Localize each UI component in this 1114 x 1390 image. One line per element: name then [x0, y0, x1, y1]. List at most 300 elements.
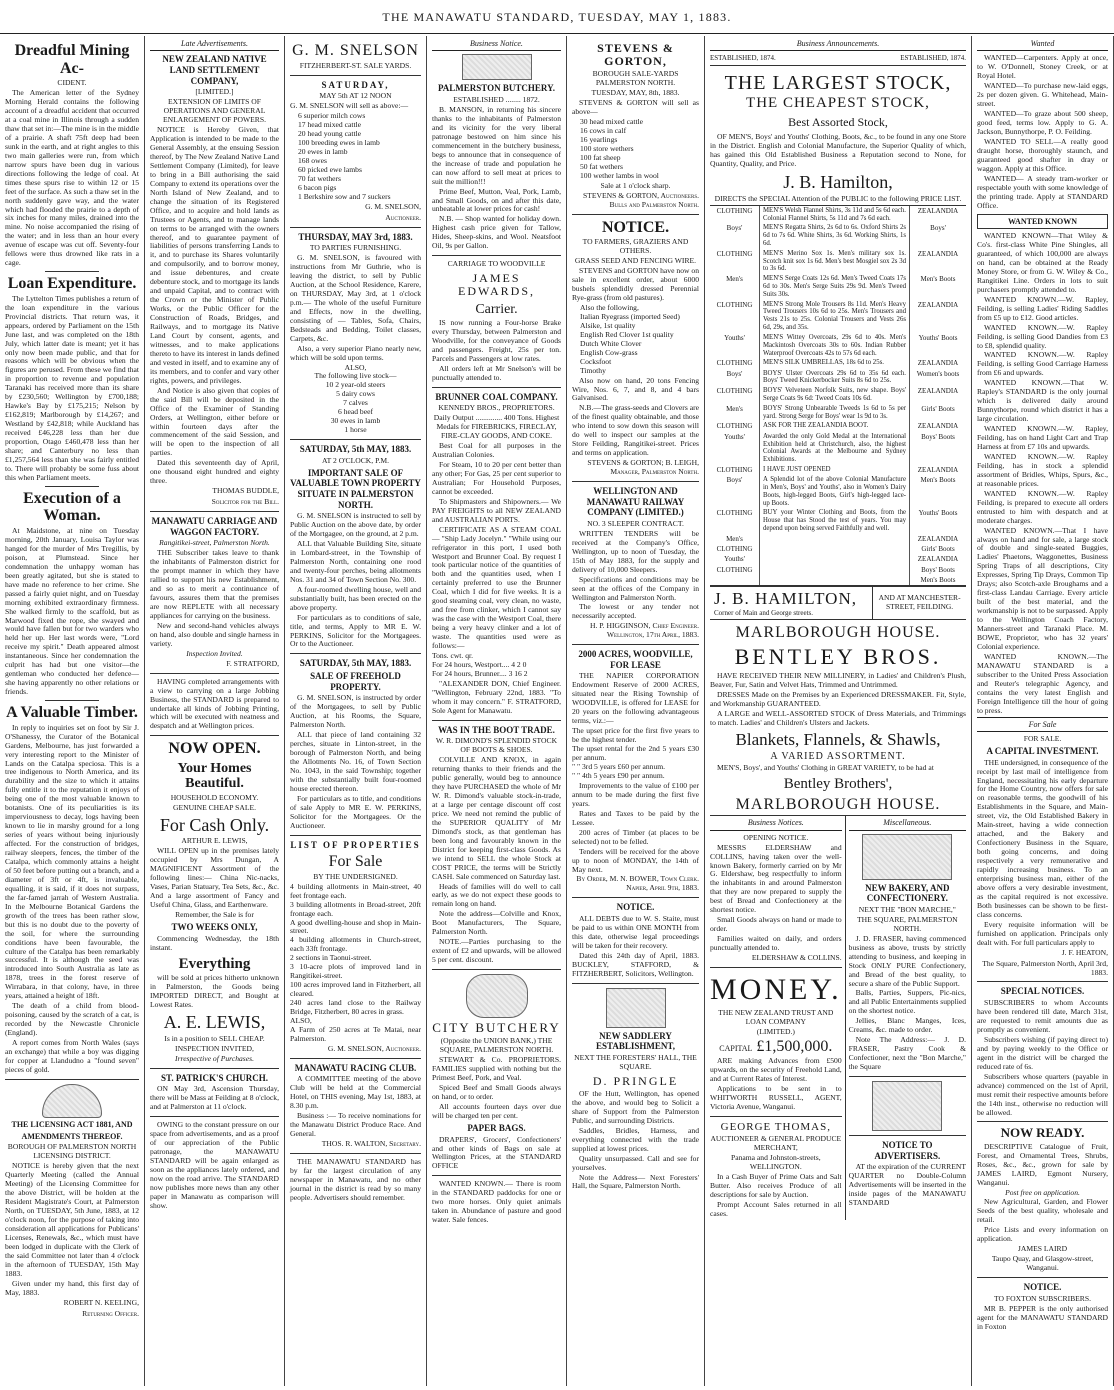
lewis-sell-cheap: Is in a position to SELL CHEAP. [164, 1033, 265, 1043]
clothing-row-item: BOYS' Velveteen Norfolk Suits, new shape. Boys' Serge Coats 9s 6d: Tweed Coats 10s 6d. [760, 386, 910, 404]
brunner-heading: BRUNNER COAL COMPANY. [435, 391, 558, 402]
divider [290, 835, 421, 836]
nz-trust-applications: Applications to be sent in to WHITWORTH RUSSELL, AGENT, Victoria Avenue, Wanganui. [710, 1083, 842, 1111]
cheap-sale: GENUINE CHEAP SALE. [172, 802, 257, 812]
marlborough-heading: MARLBOROUGH HOUSE. [735, 624, 941, 642]
stevens-gorton-heading: STEVENS & GORTON, [597, 41, 674, 69]
signature-walton: THOS. R. WALTON, Secretary. [321, 1139, 421, 1149]
hamilton-directs: DIRECTS the SPECIAL Attention of the PUBLIC to the following PRICE LIST. [714, 193, 962, 203]
thomas-illustration [872, 1081, 942, 1131]
grass-seed-heading: GRASS SEED AND FENCING WIRE. [574, 256, 697, 266]
wanted-known-bridles: WANTED KNOWN.—W. Rapley Feilding, has in stock a splendid assortment of Bridles, Whips, Spurs, &c., at reasonable prices. [977, 451, 1108, 488]
clothing-row-item: I HAVE JUST OPENED [760, 465, 910, 475]
lower-left [710, 816, 845, 1219]
opening-notice: OPENING NOTICE. [743, 832, 809, 842]
clothing-row-left: Youths' [710, 432, 760, 465]
established-left: ESTABLISHED, 1874. [710, 54, 776, 63]
article-gold: A report comes from North Wales (says an exchange) that while a boy was digging for copper at Llandudno a "found seven" pieces of gold. [5, 1038, 139, 1074]
licensing-notice: NOTICE is hereby given that the next Quarterly Meeting (called the Annual Meeting) of the Licensing Committee for the above District, will be holden at the Resident Magistrate's Court, at Palmerston North, on TUESDAY, 5th June, 1883, at 12 o'clock noon, for the purpose of taking into consideration all applications for Publicans' Licenses, Renewals, &c., which must have been lodged in duplicate with the Clerk of the said Committee not later than 4 o'clock in the afternoon of TUESDAY, 15th May 1883. [5, 1161, 139, 1278]
notice-debts-heading: NOTICE. [616, 902, 655, 913]
clothing-row-left: CLOTHING [710, 300, 760, 333]
divider [977, 1121, 1108, 1122]
hamilton-heading: J. B. Hamilton, [783, 171, 893, 192]
saturday-5th-heading: SATURDAY, 5th MAY, 1883. [299, 444, 412, 455]
lewis-inspection: INSPECTION INVITED, [175, 1043, 254, 1053]
divider [977, 1277, 1108, 1278]
cash-only-heading: For Cash Only. [159, 814, 270, 835]
wanted-known-journal: WANTED KNOWN.—That W. Rapley's STANDARD is the only journal which is delivered daily around Bunnythorpe, round which district it has a large circulation. [977, 378, 1108, 424]
divider [150, 735, 279, 736]
clothing-row-item: A Splendid lot of the above Colonial Manufacture in Men's, Boys' and Youths', also in Women's Dairy Boots, high-legged Boots, Girl's high-legged lace-up Boots. [760, 475, 910, 508]
st-patricks-heading: ST. PATRICK'S CHURCH. [160, 1072, 268, 1083]
jbh-and-manchester: AND AT MANCHESTER-STREET, FEILDING. [872, 587, 966, 619]
special-notices-heading: SPECIAL NOTICES. [1000, 986, 1085, 997]
pringle-address: Note the Address— Next Foresters' Hall, the Square, Palmerston North. [572, 1172, 699, 1191]
signature-laird-address: Taupo Quay, and Glasgow-street, Wanganui. [991, 1254, 1094, 1273]
signature-keeling: ROBERT N. KEELING, [63, 1297, 139, 1307]
blankets-heading: Blankets, Flannels, & Shawls, [735, 729, 941, 749]
column-header: Wanted [977, 39, 1108, 51]
headline-mining: Dreadful Mining Ac- [14, 42, 130, 77]
foxton-heading: TO FOXTON SUBSCRIBERS. [994, 1293, 1091, 1303]
everything-heading: Everything [178, 955, 251, 972]
clothing-row-right: Youths' Boots [918, 333, 958, 342]
seed-list: Also the following, Italian Ryegrass (imported Seed) Alsike, 1st quality English Red Clover 1st quality Dutch White Clover English Cow-grass Cocksfoot Timothy [580, 302, 680, 375]
clothing-row-left: Boys' [710, 223, 760, 248]
wanted-known-buggies: WANTED KNOWN.—That I have always on hand and for sale, a large stock of double and single-seated Buggies, Ladies' Phaetons, Waggonettes, Business Spring Traps of all descriptions, City Expresses, Spring Tip Drays, Common Tip Drays; also Scotch-axle Broughams and a first-class Landau Carriage. Every article built of the best material, and the workmanship is not to be surpassed. Apply to the Wellington Coach Factory, Manners-street and Taranaki Place. M. BOWE, Proprietor, who has 32 years' Colonial experience. [977, 525, 1108, 651]
licensing-heading-2: AMENDMENTS THEREOF. [21, 1131, 123, 1141]
seeds-text: New Agricultural, Garden, and Flower Seeds of the best quality, wholesale and retail. [977, 1197, 1108, 1225]
hamilton-intro: OF MEN'S, Boys' and Youths' Clothing, Boots, &c., to be found in any one Store in the District. English and Colonial Manufacture, the Superior Quality of which, has gained this Old Established Business a Reputation second to None, for Quantity, Quality, and Price. [710, 132, 966, 168]
eldershaw-small-goods: Small Goods always on hand or made to order. [710, 915, 842, 934]
signature-eldershaw: ELDERSHAW & COLLINS. [751, 953, 842, 963]
divider [572, 644, 699, 645]
signature-heaton-address: The Square, Palmerston North, April 3rd, 1883. [982, 958, 1108, 977]
carriage-factory-heading: MANAWATU CARRIAGE AND WAGGON FACTORY. [151, 516, 278, 537]
discount-note: NOTE.—Parties purchasing to the extent of £2 and upwards, will be allowed 5 per cent. discount. [432, 937, 561, 965]
best-coal: Best Coal for all purposes in the Australian Colonies. [432, 441, 561, 460]
capital-investment-text: THE undersigned, in consequence of the receipt by last mail of intelligence from England, necessitating his early departure for the Home Country, now offers for sale on reasonable terms, the goodwill of his Establishments in the Square, and Main-street, viz, the Old Established Bakery in Main-street, having a wide connection attached, and the Bakery and Confectionery Business in the Square, both going concerns, and doing respectively a very remunerative and rapidly increasing business. To an enterprising business man, either of the above offers a very desirable investment, as the capital required is not excessive. Both businesses can be shown to be first-class concerns. [977, 757, 1108, 919]
saddlery-address: NEXT THE FORESTERS' HALL, THE SQUARE. [574, 1052, 697, 1071]
divider [290, 439, 421, 440]
clothing-row-item: MEN'S Welsh Flannel Shirts, 3s 11d and 5s 6d each. Colonial Flannel Shirts, 5s 11d and 7s 6d each. [760, 206, 910, 224]
snelson-yards: FITZHERBERT-ST. SALE YARDS. [299, 60, 412, 70]
divider [45, 700, 99, 701]
clothing-row-right: ZEALANDIA [917, 300, 959, 309]
clothing-row-left: Youths' [710, 333, 760, 358]
daily-output: Daily Output .............. 400 Tons. Highest Medals for FIREBRICKS, FIRECLAY, FIRE-CLAY GOODS, AND COKE. [433, 413, 560, 441]
signature-bower: By Order, M. N. BOWER, Town Clerk. Napier, April 9th, 1883. [576, 874, 699, 893]
divider [5, 1079, 139, 1080]
rental-terms: The upset price for the first five years to be the highest tender. The upset rental for the 2nd 5 years £30 per annum. " " 3rd 5 years £60 per annum. " " 4th 5 years £90 per annum. [572, 726, 699, 780]
wanted-known-harness: WANTED KNOWN.—W. Rapley Feilding, is selling Good Carriage Harness from £6 and upwards. [977, 350, 1108, 378]
wanted-carpenters: WANTED—Carpenters. Apply at once, to W. O'Donnell, Stoney Creek, or at Royal Hotel. [977, 53, 1108, 81]
alexander-don: "ALEXANDER DON, Chief Engineer. "Wellington, February 22nd, 1883. "To whom it may concern." F. STRATFORD, Sole Agent for Manawatu. [432, 678, 561, 715]
paper-bags-heading: PAPER BAGS. [467, 1122, 526, 1133]
for-sale-heading: For Sale [328, 853, 383, 871]
carriage-factory-address: Rangitikei-street, Palmerston North. [159, 538, 270, 548]
divider [572, 214, 699, 215]
railway-heading: WELLINGTON AND MANAWATU RAILWAY COMPANY (LIMITED.) [586, 486, 685, 518]
saddles-text: Saddles, Bridles, Harness, and everything connected with the trade supplied at lowest prices. [572, 1125, 699, 1153]
lowest-tender: The lowest or any tender not necessarily accepted. [572, 602, 699, 621]
cheapest-stock-heading: THE CHEAPEST STOCK, [746, 95, 930, 112]
bull-illustration [462, 54, 532, 80]
stewart-text: STEWART & Co. PROPRIETORS. FAMILIES supplied with nothing but the Primest Beef, Pork, and Veal. [432, 1055, 561, 1083]
headline-loan: Loan Expenditure. [7, 275, 137, 293]
divider [572, 481, 699, 482]
price-lists: Price Lists and every information on application. [977, 1225, 1108, 1244]
nz-land-notice-2: And Notice is also given that copies of the said Bill will be deposited in the Office of the Examiner of Standing Orders, at Wellington, either before or within fourteen days after the commencement of the said Session, and will be open to the inspection of all parties. [150, 385, 279, 458]
post-free: Post free on application. [1005, 1187, 1080, 1197]
lewis-open-text: WILL OPEN up in the premises lately occupied by Mrs Dungan, A MAGNIFICENT Assortment of the following lines:— China Nic-nacks, Vases, Parian Statuary, Tea Sets, &c., &c. And a large assortment of Fancy and Useful China, Glass, and Earthenware. [150, 846, 279, 910]
bentley-bros-heading: BENTLEY BROS. [734, 644, 942, 670]
signature-stevens-gorton: STEVENS & GORTON, Auctioneers. Bulls and Palmerston North. [583, 190, 699, 209]
lewis-remember: Remember, the Sale is for [175, 910, 254, 920]
article-timber: In reply to inquiries set on foot by Sir J. O'Shanessy, the Curator of the Botanical Gardens, Melbourne, has just forwarded a very interesting report to the Minister of Lands on the Catalpa speciosa. This is a tree indigenous to North America, and its durability and the size to which it attains fully entitle it to the reputation it enjoys of being one of the most valuable known to botanists. One of its peculiarities is its imperviousness to decay, logs having been known to lie in marshy ground for a long series of years without being injuriously affected. For the construction of bridges, railway sleepers, fences, the timber of the Catalpa, which commonly attains a height of 50 feet before putting out a branch, and a diameter of 3ft or 4ft, is invaluable, equalling, it is said, if it does not surpass, the far-famed jarrah of Western Australia. In the Melbourne Botanical Gardens the growth of the trees has been rather slow, but this is no doubt due to the poverty of the soil, for where the surrounding conditions have been favourable, the culture of the Catalpa has been remarkably successful. It is although the seed was introduced into South Australia as late as 1878, trees in the forest reserve of Wirrabara, in that colony, have, in three years, attained a height of 18ft. [5, 722, 139, 1001]
column-header: Late Advertisements. [150, 39, 279, 51]
clothing-row-left: Men's [710, 274, 760, 299]
clothing-row-right: ZEALANDIA [917, 465, 959, 474]
will-sell: STEVENS & GORTON will sell as above— [572, 98, 699, 117]
clothing-row-item [760, 565, 910, 575]
kennedy-bros: KENNEDY BROS., PROPRIETORS. [438, 403, 555, 413]
capital-investment-info: Every requisite information will be furnished on application. Principals only dealt with. For full particulars apply to [977, 919, 1108, 947]
wanted-known-saddles: WANTED KNOWN.—W. Rapley, Feilding, is selling Ladies' Riding Saddles from £5 up to £12. Good articles. [977, 294, 1108, 322]
clothing-row-item [760, 534, 910, 544]
column-wanted [972, 36, 1114, 1386]
headline-timber: A Valuable Timber. [6, 704, 138, 722]
bentley-clothing: MEN'S, Boys', and Youths' Clothing in GREAT VARIETY, to be had at [717, 763, 934, 773]
divider [290, 1058, 421, 1059]
live-stock-list: ALSO, The following live stock— 10 2 year-old steers 5 dairy cows 7 calves 6 head beef 30 ewes in lamb 1 horse [314, 362, 397, 435]
headline-execution: Execution of a Woman. [23, 489, 121, 525]
clothing-row-item [760, 575, 910, 585]
bentley-millinery: HAVE RECEIVED THEIR NEW MILLINERY, in Ladies' and Children's Plush, Beaver, Fur, Satin and Velvet Hats, Trimmed and Untrimmed. [710, 670, 966, 689]
divider [432, 255, 561, 256]
george-thomas-prompt: Prompt Account Sales returned in all cases. [710, 1199, 842, 1218]
fraser-balls: Balls, Parties, Suppers, Pic-nics, and all Public Entertainments supplied on the shortest notice. [848, 988, 966, 1016]
jbh-big-name: J. B. HAMILTON, [714, 589, 857, 609]
clothing-row-item: Awarded the only Gold Medal at the International Exhibition held at Christchurch, also, the highest Colonial Awards at the Melbourne and Sydney Exhibitions. [760, 432, 910, 465]
freehold-instruct: G. M. SNELSON, is instructed by order of the Mortgagees, to sell by Public Auction, at his Rooms, the Square, Palmerston North. [290, 693, 421, 730]
piano-text: Also, a very superior Piano nearly new, which will be sold upon terms. [290, 343, 421, 362]
farmers-heading: TO FARMERS, GRAZIERS AND OTHERS. [582, 237, 689, 256]
clothing-row-item: MEN'S Wittey Overcoats, 29s 6d to 40s. Men's Mackintosh Overcoats 30s to 60s. Indian Rubber Waterproof Overcoats 42s to 57s 6d each. [760, 333, 910, 358]
standard-enlarged-notice: OWING to the constant pressure on our space from advertisements, and as a proof of our appreciation of the Public patronage, the MANAWATU STANDARD will be again enlarged as soon as the appliances lately ordered, and now on the road arrive. The STANDARD now publishes more news than any other paper in Manawatu as comparison will show. [150, 1120, 279, 1210]
divider [290, 227, 421, 228]
lewis-prices: will be sold at prices hitherto unknown in Palmerston, the Goods being IMPORTED DIRECT, and Bought at Lowest Rates. [150, 973, 279, 1009]
lower-split [710, 815, 966, 1219]
licensing-given: Given under my hand, this first day of May, 1883. [5, 1278, 139, 1297]
town-property-instruct: G. M. SNELSON is instructed to sell by Public Auction on the above date, by order of the Mortgagee, on the ground, at 2 p.m. [290, 511, 421, 539]
certificate-text: CERTIFICATE AS A STEAM COAL— "Ship Lady Jocelyn." "While using our refrigerator in this port, I used both Westport and Brunner Coal. By request I took particular notice of the quantities of both and the quantities used, when I certainly preferred to use the Brunner Coal, which I did for five weeks. It is a good steaming coal, very clean, no waste, and free from clinker, which I cannot say was the case with the Westport Coal, there being a very heavy clinker and a lot of waste. The quantities used were as follows:— [432, 524, 561, 651]
clothing-row-right: Girls' Boots [921, 545, 955, 554]
clothing-row-right: ZEALANDIA [917, 387, 959, 396]
signature-snelson-role: Auctioneer. [385, 212, 421, 222]
orders-snelson-text: All orders left at Mr Snelson's will be punctually attended to. [432, 363, 561, 382]
column-snelson [285, 36, 427, 1386]
racing-club-business: Business :— To receive nominations for the Manawatu District Produce Race. And General. [290, 1111, 421, 1139]
business-notices-header: Business Notices. [710, 818, 842, 830]
fraser-address: Note The Address:— J. D. FRASER, Pastry Cook & Confectioner, next the "Bon Marche," the Square [848, 1035, 966, 1072]
saturday-5th-time: AT 2 O'CLOCK, P.M. [321, 455, 390, 465]
clothing-row-left: Youths' [710, 554, 760, 564]
divider [432, 720, 561, 721]
accounts-overdue: All accounts fourteen days over due will be charged ten per cent. [432, 1102, 561, 1121]
clothing-row-right: ZEALANDIA [917, 422, 959, 431]
perkins-text: For particulars as to conditions of sale, title, and terms, Apply to MR E. W. PERKINS, Solicitor for the Mortgagees. Or to the Auctioneer. [290, 612, 421, 649]
article-loan: The Lyttelton Times publishes a return of the loan expenditure in the various Provincial districts. That return was, it appears, ordered by Parliament on the 15th June last, and was completed on the 18th July, which latter date is meant; yet it has only now been made public, and that for reasons which will be obvious when the figures are perused. From these we find that in proportion to revenue and population Taranaki has received more than its share by £230,560; Wellington by £700,188; Hawke's Bay by £175,215; Nelson by £162,819; Marlborough by £14,267; and Westland by £42,818; while Auckland has received £46,228 less than her due proportion, Otago £460,478 less than her share; and Canterbury no less than £1,257,564 less than she was fairly entitled to. There will probably be some fuss about this when Parliament meets. [5, 293, 139, 482]
divider [572, 983, 699, 984]
lewis-two-weeks: TWO WEEKS ONLY, [171, 922, 258, 933]
miscellaneous-header: Miscellaneous. [849, 818, 966, 830]
newspaper-title: THE MANAWATU STANDARD, TUESDAY, MAY 1, 1883. [382, 10, 732, 24]
timber-text: 200 acres of Timber (at places to be selected) not to be felled. [572, 827, 699, 846]
article-bloodpoison: The death of a child from blood-poisoning, caused by the scratch of a cat, is recorded by the Newcastle Chronicle (England). [5, 1001, 139, 1038]
butchery-heading: PALMERSTON BUTCHERY. [437, 83, 556, 94]
wanted-known-cart: WANTED KNOWN.—W. Rapley, Feilding, has on hand Light Cart and Trap Harness at from £7 10s and upwards. [977, 424, 1108, 451]
george-thomas-address: Panama and Johnston-streets, WELLINGTON. [731, 1152, 821, 1171]
marlborough-heading-2: MARLBOROUGH HOUSE. [735, 795, 941, 813]
saturday-5th-2-heading: SATURDAY, 5th MAY, 1883. [299, 658, 412, 669]
clothing-row-left: CLOTHING [710, 465, 760, 475]
signature-heaton: J. F. HEATON, [1061, 947, 1108, 957]
clothing-row-item: BOYS' Ulster Overcoats 29s 6d to 35s 6d each. Boys' Tweed Knickerbocker Suits 8s 6d to 25s. [760, 369, 910, 387]
divider [849, 1135, 966, 1136]
napier-corporation: THE NAPIER CORPORATION Endowment Reserve of 2000 ACRES, situated near the Rising Township of WOODVILLE, is offered for LEASE for 20 years on the following advantageous terms, viz.:— [572, 671, 699, 726]
bakery-next: NEXT THE "BON MARCHE," [858, 904, 956, 914]
saturday-time: MAY 5th AT 12 NOON [319, 91, 392, 101]
debts-dated: Dated this 24th day of April, 1883. BUCKLEY, STAFFORD, & FITZHERBERT, Solicitors, Wellington. [572, 950, 699, 978]
note-address: Note the address—Colville and Knox, Boot Manufacturers, The Square, Palmerston North. [432, 909, 561, 937]
sleeper-contract: NO. 3 SLEEPER CONTRACT. [587, 518, 684, 528]
clothing-row-item: MEN'S Regatta Shirts, 2s 6d to 6s. Oxford Shirts 2s 6d to 7s 6d. White Shirts, 3s 6d. Working Shirts, 1s 6d. [760, 223, 910, 248]
signature-leigh: STEVENS & GORTON; B. LEIGH, Manager, Palmerston North. [587, 458, 699, 477]
property-list: 4 building allotments in Main-street, 40 feet frontage each. 3 building allotments in Broad-street, 20ft frontage each. A good dwelling-house and shop in Main-street. 4 building allotments in Church-street, each 33ft frontage. 2 sections in Taonui-street. 3 10-acre plots of improved land in Rangitikei-street. 100 acres improved land in Fitzherbert, all cleared. 240 acres land close to the Railway Bridge, Fitzherbert, 80 acres in grass. ALSO, A Farm of 250 acres at Te Matai, near Palmerston. [290, 881, 421, 1043]
signature-snelson-2: G. M. SNELSON, Auctioneer. [327, 1043, 421, 1053]
george-thomas-heading: GEORGE THOMAS, [720, 1120, 831, 1133]
clothing-row-left: CLOTHING [710, 249, 760, 274]
divider [290, 1153, 421, 1154]
coat-of-arms-illustration [42, 1084, 102, 1118]
snelson-sell-intro: G. M. SNELSON will sell as above:— [290, 101, 409, 111]
specifications-text: Specifications and conditions may be seen at the offices of the Company in Wellington and Palmerston North. [572, 574, 699, 602]
fraser-jellies: Jellies, Blanc Manges, Ices, Creams, &c. made to order. [848, 1016, 966, 1035]
divider [572, 897, 699, 898]
established-right: ESTABLISHED, 1874. [900, 54, 966, 63]
divider [432, 1175, 561, 1176]
divider [977, 981, 1108, 982]
george-thomas-role: AUCTIONEER & GENERAL PRODUCE MERCHANT, [710, 1133, 842, 1152]
carrier-heading: Carrier. [475, 301, 518, 317]
advertisers-notice-heading: NOTICE TO ADVERTISERS. [874, 1140, 941, 1161]
inspection-invited: Inspection Invited. [186, 648, 243, 658]
clothing-row-right: ZEALANDIA [917, 534, 959, 543]
notice-heading: NOTICE. [1023, 1282, 1062, 1293]
stock-list: 30 head mixed cattle 16 cows in calf 16 yearlings 100 store wethers 100 fat sheep 50 fat wethers 100 wether lambs in wool [580, 117, 659, 180]
racing-club-text: A COMMITTEE meeting of the above Club will be held at the Commercial Hotel, on THIS evening, May 1st, 1883, at 8.30 p.m. [290, 1074, 421, 1111]
freehold-particulars: For particulars as to title, and conditions of sale Apply to MR E. W. PERKINS, Solicitor for the Mortgagees. Or the Auctioneer. [290, 793, 421, 830]
for-sale-heading: FOR SALE. [1023, 734, 1062, 744]
by-undersigned: BY THE UNDERSIGNED. [313, 871, 398, 881]
column-news [0, 36, 145, 1386]
clothing-row-item [760, 544, 910, 554]
bakery-heading: NEW BAKERY, AND CONFECTIONERY. [865, 882, 950, 904]
column-business-announcements [705, 36, 972, 1386]
column-header: Business Notice. [432, 39, 561, 51]
nz-trust-heading: THE NEW ZEALAND TRUST AND LOAN COMPANY [718, 1008, 834, 1027]
freehold-land-text: ALL that piece of land containing 32 perches, situate in Linton-street, in the borough of Palmerston North, and being the Allotments No. 16, of Town Section No. 1043, in the said Township; together with the substantially built four-roomed house erected thereon. [290, 730, 421, 793]
circulation-notice: THE MANAWATU STANDARD has by far the largest circulation of any newspaper in Manawatu, and no other journal in the district is read by so many people. Advertisers should remember. [290, 1157, 421, 1202]
tenders-text: WRITTEN TENDERS will be received at the Company's Office, Wellington, up to noon of Tuesday, the 15th of May 1883, for the supply and delivery of 10,000 Sleepers. [572, 528, 699, 574]
signature-buddle: THOMAS BUDDLE, [212, 486, 279, 496]
largest-stock-heading: THE LARGEST STOCK, [724, 71, 952, 94]
divider [710, 967, 842, 968]
clothing-row-left: CLOTHING [710, 544, 760, 554]
headline-mining-2: CIDENT. [57, 78, 87, 88]
wanted-known-shingles: WANTED KNOWN—That Wiley & Co's. first-class White Pine Shingles, all guaranteed, of which 100,000 are always on hand, can be obtained at the Ready Money Store, or from G. W. Wiley & Co., Rangitikei Line. Orders in lots to suit purchasers promptly attended to. [977, 231, 1108, 294]
city-butchery-address: (Opposite the UNION BANK,) THE SQUARE, PALMERSTON NORTH. [439, 1036, 554, 1055]
woodville-lease-heading: 2000 ACRES, WOODVILLE, FOR LEASE [578, 649, 693, 670]
boot-trade-heading: WAS IN THE BOOT TRADE. [438, 724, 555, 735]
bentley-dresses: DRESSES Made on the Premises by an Experienced DRESSMAKER. Fit, Style, and Workmanship GUARANTEED. [710, 689, 966, 708]
snelson-heading: G. M. SNELSON [292, 42, 419, 59]
nz-land-sub: EXTENSION OF LIMITS OF OPERATIONS AND GENERAL ENLARGEMENT OF POWERS. [162, 97, 266, 125]
dimond-heading: W. R. DIMOND'S SPLENDID STOCK OF BOOTS & SHOES. [435, 736, 558, 755]
george-thomas-buyer: In a Cash Buyer of Prime Oats and Salt Butter. Also receives Produce of all descriptions for sale by Auction. [710, 1171, 842, 1199]
money-heading: MONEY. [710, 973, 842, 1006]
homes-beautiful-heading: Your Homes Beautiful. [177, 760, 252, 792]
bentley-stock: A LARGE and WELL-ASSORTED STOCK of Dress Materials, and Trimmings to match. Ladies' and Children's Ulsters and Jackets. [710, 708, 966, 727]
clothing-row-left: CLOTHING [710, 386, 760, 404]
woodville-carriage: CARRIAGE TO WOODVILLE [447, 259, 546, 269]
guthrie-sale-text: G. M. SNELSON, is favoured with instructions from Mr Guthrie, who is leaving the district, to sell by Public Auction, at the School Residence, Karere, on THURSDAY, May 3rd, at 1 o'clock p.m.— The whole of the useful Furniture and Effects, now in the dwelling, consisting of — Tables, Sofa, Chairs, Bedsteads and Bedding, Toilet classes, Carpets, &c. [290, 253, 421, 343]
saddlery-crest-illustration [606, 988, 666, 1028]
wanted-known-orders: WANTED KNOWN.—W. Rapley Feilding, is prepared to execute all orders entrusted to him with despatch and at moderate charges. [977, 488, 1108, 525]
signature-lewis: ARTHUR E. LEWIS, [181, 836, 248, 846]
clothing-row-right: Men's Boots [920, 575, 956, 584]
jbh-corner: Corner of Main and George streets. [714, 609, 814, 618]
column-stevens-gorton [567, 36, 705, 1386]
clothing-row-item [760, 554, 910, 564]
fraser-text: J. D. FRASER, having commenced business as above, trusts by strictly attending to business, and keeping in Stock ONLY PURE Confectionery, and Bread of the best quality, to secure a share of the Public Support. [848, 933, 966, 988]
racing-club-heading: MANAWATU RACING CLUB. [294, 1062, 417, 1073]
spiced-beef: Spiced Beef and Small Goods always on hand, or to order. [432, 1083, 561, 1102]
licensing-district: BOROUGH OF PALMERSTON NORTH LICENSING DISTRICT. [7, 1142, 137, 1161]
article-execution: At Maidstone, at nine on Tuesday morning, 20th January, Louisa Taylor was hanged for the murder of Mrs Tregillis, by poison, at Plumstead. Since her condemnation the unhappy woman has been greatly agitated, but she is stated to have made no reference to her crime. She passed a fairly quiet night, and on Tuesday morning exhibited extraordinary firmness. She walked firmly to the scaffold, but as Marwood fixed the rope, she swayed and would have fallen but for two warders who held her up. Her last words were, "Lord receive my spirit." Death appeared almost instantaneous. Since her condemnation the culprit has had but one visitor—the gentleman who conducted her defence—she having apparently no other relations or friends. [5, 526, 139, 697]
ae-lewis-heading: A. E. LEWIS, [163, 1011, 266, 1032]
nz-land-notice: NOTICE is Hereby Given, that Application is intended to be made to the General Assembly, at the ensuing Session thereof, by The New Zealand Native Land Settlement Company (Limited), for leave to bring in a Bill authorising the said Company to extend its operations over the North Island of New Zealand, and to change the situation of its Registered Office, and to acquire and hold lands as Trustees or Agents, and to manage lands on terms to be arranged with the owners thereof, and to guarantee payment of liabilities of persons transferring Lands to it, and to purchase its Shares voluntarily and compulsorily, and to borrow money, and issue debentures, and create debenture stock, and to mortgage its lands and unpaid Capital, and to contract with the Crown or the Minister of Public Works, or the Public Officer for the Construction of Roads, Bridges, and Railways, and to mortgage its Native Land Court by consent, agents, and witnesses, and to make applications thereto to have its interest in lands defined and vested in itself, and to examine any of its members, and to confer and vary other rights, powers, and privileges. [150, 125, 279, 385]
household-economy: HOUSEHOLD ECONOMY. [170, 792, 259, 802]
signature-stratford: F. STRATFORD, [226, 658, 279, 668]
sale-time: Sale at 1 o'clock sharp. [600, 180, 671, 190]
st-patricks-text: ON May 3rd, Ascension Thursday, there will be Mass at Feilding at 8 o'clock, and at Palmerston at 11 o'clock. [150, 1084, 279, 1112]
nz-trust-limited: (LIMITED.) [756, 1027, 795, 1037]
special-quarters: Subscribers whose quarters (payable in advance) commenced on the 1st of April, must remit their respective amounts before the 14th inst., otherwise no reduction will be allowed. [977, 1071, 1108, 1117]
paper-bags-text: DRAPERS', Grocers', Confectioners' and other kinds of Bags on sale at Wellington Prices, at the STANDARD OFFICE [432, 1134, 561, 1171]
bentley-brothers-heading: Bentley Brothers', [783, 776, 893, 793]
lewis-commencing: Commencing Wednesday, the 18th instant. [150, 933, 279, 952]
divider [432, 969, 561, 970]
tuesday-heading: TUESDAY, MAY, 8th, 1883. [591, 88, 680, 98]
signature-higginson: H. P. HIGGINSON, Chief Engineer. Wellington, 17th April, 1883. [590, 621, 699, 640]
clothing-row-item: BOYS' Strong Unbearable Tweeds 1s 6d to 5s per yard. Strong Serge for Boys' wear 1s 9d to 3s. [760, 404, 910, 422]
clothing-row-left: Boys' [710, 369, 760, 387]
clothing-row-item: MEN'S Serge Coats 12s 6d. Men's Tweed Coats 17s 6d to 30s. Men's Serge Suits 29s 9d. Men's Tweed Suits 30s. [760, 274, 910, 299]
clothing-row-item: ASK FOR THE ZEALANDIA BOOT. [760, 421, 910, 431]
pepper-text: MR B. PEPPER is the only authorised agent for the MANAWATU STANDARD in Foxton [977, 1303, 1108, 1331]
special-subscribers: SUBSCRIBERS to whom Accounts have been rendered till date, March 31st, are requested to remit amounts due as promptly as convenient. [977, 998, 1108, 1034]
wanted-sell-horse: WANTED TO SELL—A really good draught horse, thoroughly staunch, and guaranteed good shafter in dray or waggon. Apply at this Office. [977, 137, 1108, 173]
clothing-row-left: CLOTHING [710, 206, 760, 224]
carriage-factory-text: THE Subscriber takes leave to thank the inhabitants of Palmerston district for the prompt manner in which they have rallied to support his new Establishment, and so as to merit a continuance of favours, assures them that the premises are now REPLETE with all necessary appliances for carrying on the business. [150, 548, 279, 620]
paddock-notice: WANTED KNOWN.— There is room in the STANDARD paddocks for one or two more horses. Only quiet animals taken in. Abundance of pasture and good water. Sale fences. [432, 1179, 561, 1225]
prime-beef-text: Prime Beef, Mutton, Veal, Pork, Lamb, and Small Goods, on and after this date, unbeatable at lower prices for cash! [432, 186, 561, 214]
best-assorted-heading: Best Assorted Stock, [788, 114, 888, 129]
clothing-row-right: Women's boots [916, 369, 960, 378]
rye-grass-text: STEVENS and GORTON have now on sale in excellent order, about 6000 bushels splendidly dressed Perennial Rye-grass (from old pastures). [572, 266, 699, 302]
divider [45, 486, 99, 487]
quality-text: Quality unsurpassed. Call and see for yourselves. [572, 1153, 699, 1172]
clothing-row-right: Men's Boots [920, 275, 956, 284]
brake-text: IS now running a Four-horse Brake every Thursday, between Palmerston and Woodville, for the conveyance of Goods and passengers. Freight, 25s per ton. Parcels and Passengers at low rates. [432, 317, 561, 363]
capital-investment-heading: A CAPITAL INVESTMENT. [986, 745, 1099, 756]
varied-assortment: A VARIED ASSORTMENT. [770, 751, 906, 763]
clothing-row-right: Girls' Boots [921, 404, 955, 413]
thursday-heading: THURSDAY, MAY 3rd, 1883. [298, 231, 413, 242]
clothing-row-left: CLOTHING [710, 421, 760, 431]
clothing-row-right: Boys' [930, 224, 946, 233]
masthead [0, 0, 1114, 34]
clothing-row-item: MEN'S Strong Mole Trousers 8s 11d. Men's Heavy Tweed Trousers 10s 6d to 25s. Men's Trousers and Vests 21s to 25s. Colonial Trousers and Vests 26s 6d, 29s, and 35s. [760, 300, 910, 333]
clothing-row-left: Men's [710, 534, 760, 544]
divider [432, 387, 561, 388]
eldershaw-text: MESSRS ELDERSHAW and COLLINS, having taken over the well-known Bakery, formerly carried on by Mr G. Eldershaw, beg respectfully to inform the inhabitants in and around Palmerston that they are now prepared to supply the best of Bread and Confectionery at the shortest notice. [710, 842, 842, 915]
wanted-known-press: WANTED KNOWN.—The MANAWATU STANDARD is a subscriber to the United Press Association and Reuter's telegraphic Agency, and contains the very latest English and Foreign Intelligence till the hour of going to press. [977, 651, 1108, 715]
now-ready-heading: NOW READY. [1000, 1125, 1085, 1141]
tenders-received: Tenders will be received for the above up to noon of MONDAY, the 14th of May next. [572, 846, 699, 874]
nz-land-dated: Dated this seventeenth day of April, one thousand eight hundred and eighty three. [150, 458, 279, 486]
sheep-illustration [466, 974, 528, 1018]
signature-buddle-role: Solicitor for the Bill. [211, 497, 279, 507]
wanted-graze: WANTED—To graze about 500 sheep, good feed, terms low. Apply to G. A. Jackson, Bunnythorpe, P. O. Feilding. [977, 109, 1108, 137]
manson-text: B. MANSON, in returning his sincere thanks to the inhabitants of Palmerston and its vicinity for the very liberal patronage bestowed on him since his commencement in the butchery business, begs to announce that in consequence of the increase of trade and population he can now afford to sell meat at prices to suit the million!!! [432, 105, 561, 186]
borough-saleyards: BOROUGH SALE-YARDS PALMERSTON NORTH. [592, 69, 679, 88]
list-properties-heading: LIST OF PROPERTIES [290, 839, 421, 850]
clothing-row-right: ZEALANDIA [917, 359, 959, 368]
tons-table: Tons. cwt. qr. For 24 hours, Westport.... 4 2 0 For 24 hours, Brunner.... 3 16 2 [432, 650, 528, 678]
signature-snelson: G. M. SNELSON, [365, 201, 421, 211]
divider [150, 673, 279, 674]
clothing-row-right: Boys' Boots [921, 565, 955, 574]
bakery-crest-illustration [862, 834, 952, 880]
clothing-row-item: MEN'S SILK UMBRELLAS, 18s 6d to 25s. [760, 358, 910, 368]
clothing-row-left: CLOTHING [710, 565, 760, 575]
saddlery-heading: NEW SADDLERY ESTABLISHMENT, [596, 1030, 675, 1052]
lewis-irrespective: Irrespective of Purchases. [175, 1053, 254, 1063]
clothing-row-right: Youths' Boots [918, 509, 958, 518]
clothing-row-left: CLOTHING [710, 358, 760, 368]
wanted-known-heading: WANTED KNOWN [977, 214, 1108, 229]
steam-gas: For Steam, 10 to 20 per cent better than any other; For Gas, 25 per cent superior to Australian; For Household Purposes, cannot be exceeded. [432, 459, 561, 496]
freehold-heading: SALE OF FREEHOLD PROPERTY. [310, 671, 401, 692]
butchery-established: ESTABLISHED ........ 1872. [453, 95, 540, 105]
nz-land-heading: NEW ZEALAND NATIVE LAND SETTLEMENT COMPANY, [162, 54, 267, 86]
improvements-text: Improvements to the value of £100 per annum to be made during the first five years. [572, 780, 699, 808]
capital-amount: £1,500,000. [756, 1038, 833, 1056]
saturday-heading: SATURDAY, [321, 79, 390, 90]
